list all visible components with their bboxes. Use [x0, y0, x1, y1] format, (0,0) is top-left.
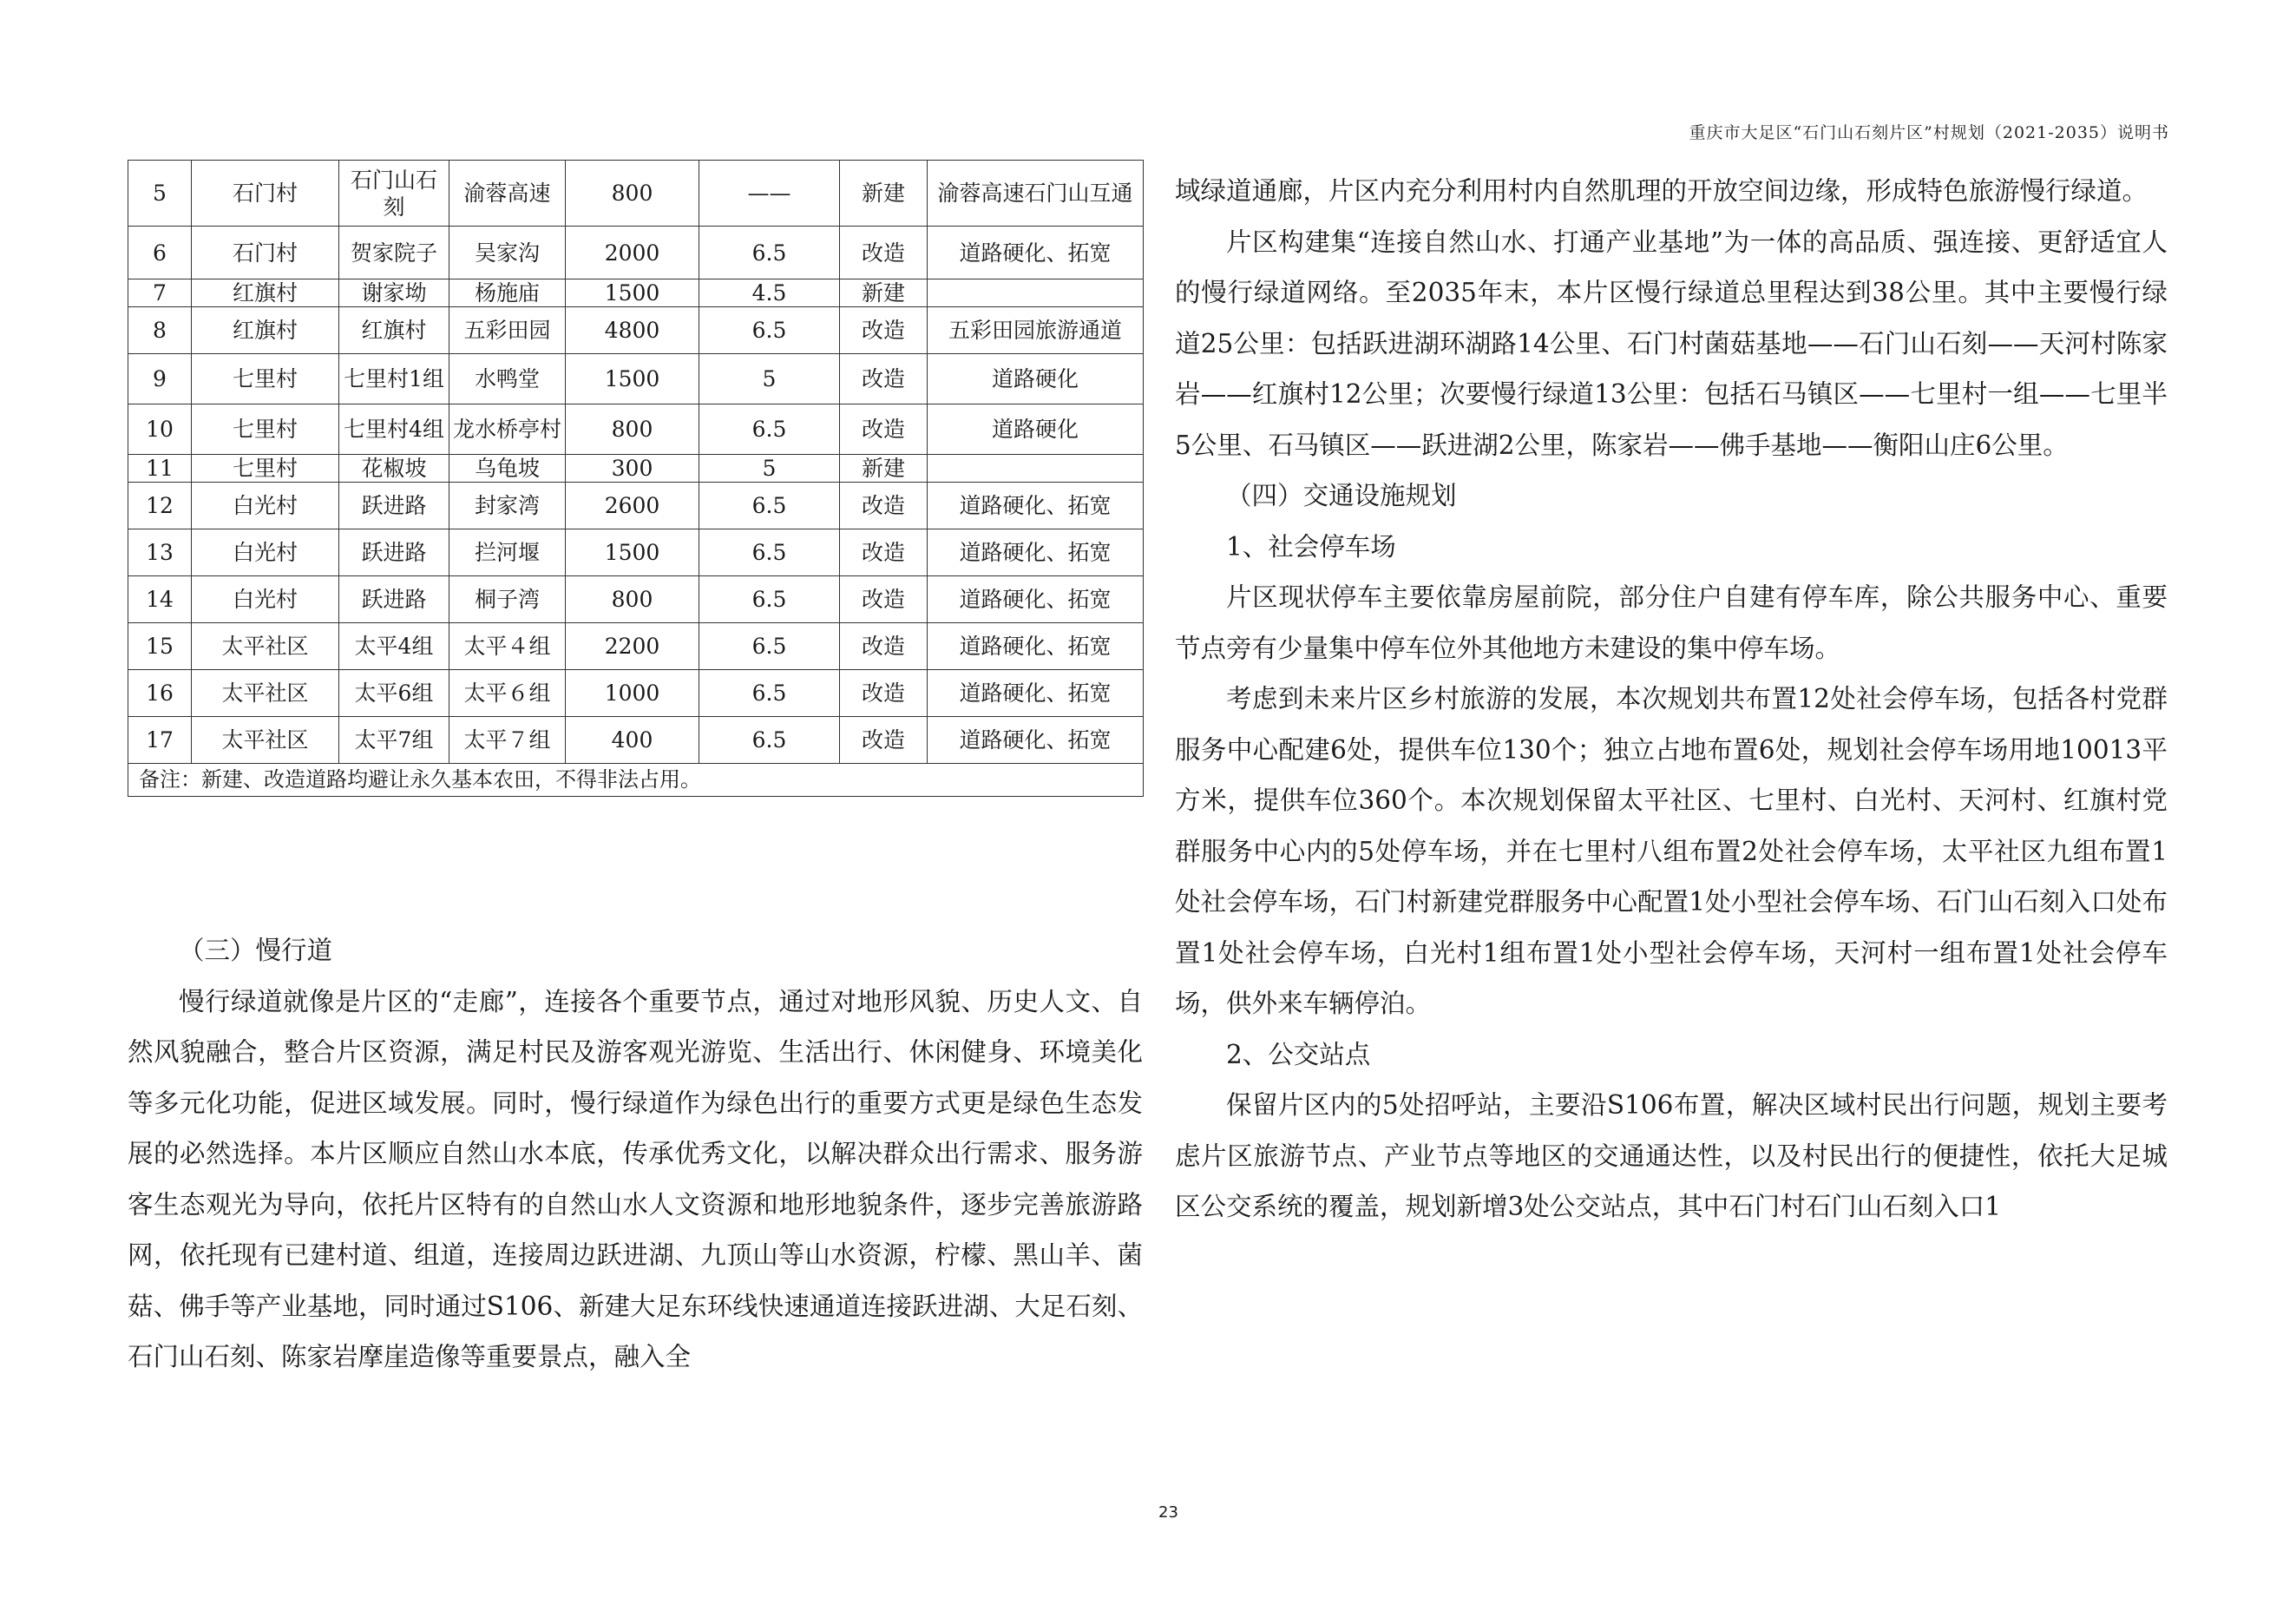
table-cell-width: 6.5 [699, 576, 840, 623]
table-cell-type: 改造 [840, 529, 928, 576]
table-cell-no: 15 [128, 623, 192, 670]
table-cell-start: 花椒坡 [339, 455, 449, 483]
table-cell-start: 谢家坳 [339, 279, 449, 307]
table-cell-end: 太平７组 [449, 717, 566, 764]
table-cell-type: 改造 [840, 354, 928, 404]
subheading-bus-stops: 2、公交站点 [1226, 1039, 1371, 1069]
road-table-body [128, 161, 1144, 797]
table-row [128, 161, 1144, 227]
table-cell-note: 道路硬化、拓宽 [928, 717, 1144, 764]
table-cell-no: 16 [128, 670, 192, 717]
paragraph-continued: 域绿道通廊，片区内充分利用村内自然肌理的开放空间边缘，形成特色旅游慢行绿道。 [1175, 176, 2148, 206]
table-cell-no: 12 [128, 483, 192, 529]
table-cell-note: 道路硬化、拓宽 [928, 670, 1144, 717]
section-heading-slow-lane: （三）慢行道 [179, 936, 333, 965]
table-cell-start: 跃进路 [339, 483, 449, 529]
table-row [128, 404, 1144, 455]
table-cell-village: 白光村 [192, 483, 339, 529]
table-cell-note: 道路硬化 [928, 354, 1144, 404]
table-cell-village: 红旗村 [192, 307, 339, 354]
table-cell-end: 五彩田园 [449, 307, 566, 354]
table-cell-type: 改造 [840, 623, 928, 670]
subheading-parking: 1、社会停车场 [1226, 531, 1396, 562]
table-cell-note [928, 279, 1144, 307]
table-cell-no: 8 [128, 307, 192, 354]
paragraph-slow-lane: 慢行绿道就像是片区的“走廊”，连接各个重要节点，通过对地形风貌、历史人文、自然风貌融合，整合片区资源，满足村民及游客观光游览、生活出行、休闲健身、环境美化等多元化功能，促进区域发展。同时，慢行绿道作为绿色出行的重要方式更是绿色生态发展的必然选择。本片区顺应自然山水本底，传承优秀文化，以解决群众出行需求、服务游客生态观光为导向，依托片区特有的自然山水人文资源和地形地貌条件，逐步完善旅游路网，依托现有已建村道、组道，连接周边跃进湖、九顶山等山水资源，柠檬、黑山羊、菌菇、佛手等产业基地，同时通过S106、新建大足东环线快速通道连接跃进湖、大足石刻、石门山石刻、陈家岩摩崖造像等重要景点，融入全 [128, 986, 1143, 1371]
table-cell-end: 太平４组 [449, 623, 566, 670]
table-cell-village: 石门村 [192, 227, 339, 279]
table-cell-village: 七里村 [192, 455, 339, 483]
table-cell-end: 乌龟坡 [449, 455, 566, 483]
table-cell-end: 封家湾 [449, 483, 566, 529]
table-cell-length: 800 [566, 161, 699, 227]
table-footnote-row [128, 764, 1144, 797]
section-heading-traffic-facilities: （四）交通设施规划 [1226, 481, 1457, 510]
table-cell-note: 道路硬化、拓宽 [928, 483, 1144, 529]
table-cell-type: 新建 [840, 279, 928, 307]
table-cell-length: 300 [566, 455, 699, 483]
table-cell-type: 改造 [840, 717, 928, 764]
paragraph-bus-stops: 保留片区内的5处招呼站，主要沿S106布置，解决区域村民出行问题，规划主要考虑片区旅游节点、产业节点等地区的交通通达性，以及村民出行的便捷性，依托大足城区公交系统的覆盖，规划新增3处公交站点，其中石门村石门山石刻入口1 [1175, 1090, 2168, 1221]
table-cell-length: 1000 [566, 670, 699, 717]
table-cell-length: 400 [566, 717, 699, 764]
table-cell-note: 五彩田园旅游通道 [928, 307, 1144, 354]
table-cell-length: 2000 [566, 227, 699, 279]
table-cell-village: 红旗村 [192, 279, 339, 307]
table-row [128, 279, 1144, 307]
table-row [128, 529, 1144, 576]
table-cell-start: 跃进路 [339, 576, 449, 623]
table-row [128, 576, 1144, 623]
table-cell-length: 1500 [566, 529, 699, 576]
table-cell-width: —— [699, 161, 840, 227]
table-cell-start: 红旗村 [339, 307, 449, 354]
document-header: 重庆市大足区“石门山石刻片区”村规划（2021-2035）说明书 [1689, 123, 2169, 142]
table-cell-end: 杨施庙 [449, 279, 566, 307]
table-row [128, 483, 1144, 529]
table-row [128, 307, 1144, 354]
table-cell-length: 1500 [566, 279, 699, 307]
table-cell-type: 改造 [840, 483, 928, 529]
table-cell-note: 道路硬化、拓宽 [928, 576, 1144, 623]
table-cell-end: 吴家沟 [449, 227, 566, 279]
table-row [128, 670, 1144, 717]
table-cell-start: 太平4组 [339, 623, 449, 670]
table-cell-type: 新建 [840, 161, 928, 227]
table-cell-note: 道路硬化 [928, 404, 1144, 455]
table-cell-width: 6.5 [699, 623, 840, 670]
table-cell-no: 11 [128, 455, 192, 483]
table-cell-start: 太平6组 [339, 670, 449, 717]
table-cell-width: 5 [699, 455, 840, 483]
table-cell-type: 改造 [840, 404, 928, 455]
table-cell-no: 9 [128, 354, 192, 404]
table-cell-end: 渝蓉高速 [449, 161, 566, 227]
table-cell-width: 6.5 [699, 227, 840, 279]
page-number: 23 [1158, 1503, 1178, 1522]
table-cell-type: 新建 [840, 455, 928, 483]
table-cell-width: 6.5 [699, 670, 840, 717]
table-cell-village: 太平社区 [192, 717, 339, 764]
table-cell-end: 桐子湾 [449, 576, 566, 623]
table-cell-type: 改造 [840, 227, 928, 279]
table-cell-end: 拦河堰 [449, 529, 566, 576]
table-cell-no: 5 [128, 161, 192, 227]
table-cell-no: 13 [128, 529, 192, 576]
table-row [128, 354, 1144, 404]
table-cell-village: 七里村 [192, 404, 339, 455]
table-cell-note: 道路硬化、拓宽 [928, 623, 1144, 670]
paragraph-parking-status: 片区现状停车主要依靠房屋前院，部分住户自建有停车库，除公共服务中心、重要节点旁有少量集中停车位外其他地方未建设的集中停车场。 [1175, 582, 2168, 663]
table-cell-note: 渝蓉高速石门山互通 [928, 161, 1144, 227]
table-footnote: 备注：新建、改造道路均避让永久基本农田，不得非法占用。 [128, 764, 1144, 797]
table-cell-width: 4.5 [699, 279, 840, 307]
table-cell-length: 800 [566, 576, 699, 623]
table-cell-village: 七里村 [192, 354, 339, 404]
left-column [128, 925, 1143, 1383]
table-cell-type: 改造 [840, 307, 928, 354]
table-cell-village: 太平社区 [192, 670, 339, 717]
table-cell-start: 跃进路 [339, 529, 449, 576]
table-cell-width: 6.5 [699, 483, 840, 529]
table-cell-start: 石门山石刻 [339, 161, 449, 227]
table-cell-no: 17 [128, 717, 192, 764]
table-cell-type: 改造 [840, 576, 928, 623]
table-cell-no: 6 [128, 227, 192, 279]
table-row [128, 455, 1144, 483]
table-cell-length: 2200 [566, 623, 699, 670]
table-cell-width: 6.5 [699, 404, 840, 455]
table-cell-length: 2600 [566, 483, 699, 529]
table-cell-village: 石门村 [192, 161, 339, 227]
table-cell-width: 6.5 [699, 529, 840, 576]
road-table-container [128, 160, 1143, 797]
table-cell-village: 白光村 [192, 576, 339, 623]
paragraph-greenway-network: 片区构建集“连接自然山水、打通产业基地”为一体的高品质、强连接、更舒适宜人的慢行绿道网络。至2035年末，本片区慢行绿道总里程达到38公里。其中主要慢行绿道25公里：包括跃进湖环湖路14公里、石门村菌菇基地——石门山石刻——天河村陈家岩——红旗村12公里；次要慢行绿道13公里：包括石马镇区——七里村一组——七里半5公里、石马镇区——跃进湖2公里，陈家岩——佛手基地——衡阳山庄6公里。 [1175, 227, 2168, 460]
road-table [128, 160, 1144, 797]
table-cell-width: 6.5 [699, 307, 840, 354]
table-row [128, 623, 1144, 670]
table-row [128, 717, 1144, 764]
table-cell-start: 七里村4组 [339, 404, 449, 455]
table-cell-type: 改造 [840, 670, 928, 717]
right-column [1175, 166, 2168, 1233]
table-cell-village: 白光村 [192, 529, 339, 576]
table-cell-note: 道路硬化、拓宽 [928, 529, 1144, 576]
table-cell-no: 14 [128, 576, 192, 623]
paragraph-parking-plan: 考虑到未来片区乡村旅游的发展，本次规划共布置12处社会停车场，包括各村党群服务中心配建6处，提供车位130个；独立占地布置6处，规划社会停车场用地10013平方米，提供车位360个。本次规划保留太平社区、七里村、白光村、天河村、红旗村党群服务中心内的5处停车场，并在七里村八组布置2处社会停车场，太平社区九组布置1处社会停车场，石门村新建党群服务中心配置1处小型社会停车场、石门山石刻入口处布置1处社会停车场，白光村1组布置1处小型社会停车场，天河村一组布置1处社会停车场，供外来车辆停泊。 [1175, 684, 2168, 1018]
table-cell-start: 贺家院子 [339, 227, 449, 279]
table-cell-start: 太平7组 [339, 717, 449, 764]
table-cell-width: 6.5 [699, 717, 840, 764]
table-cell-note [928, 455, 1144, 483]
table-row [128, 227, 1144, 279]
table-cell-end: 龙水桥亭村 [449, 404, 566, 455]
table-cell-length: 4800 [566, 307, 699, 354]
table-cell-note: 道路硬化、拓宽 [928, 227, 1144, 279]
table-cell-length: 1500 [566, 354, 699, 404]
table-cell-village: 太平社区 [192, 623, 339, 670]
table-cell-no: 10 [128, 404, 192, 455]
table-cell-end: 太平６组 [449, 670, 566, 717]
table-cell-length: 800 [566, 404, 699, 455]
table-cell-width: 5 [699, 354, 840, 404]
table-cell-end: 水鸭堂 [449, 354, 566, 404]
table-cell-start: 七里村1组 [339, 354, 449, 404]
table-cell-no: 7 [128, 279, 192, 307]
